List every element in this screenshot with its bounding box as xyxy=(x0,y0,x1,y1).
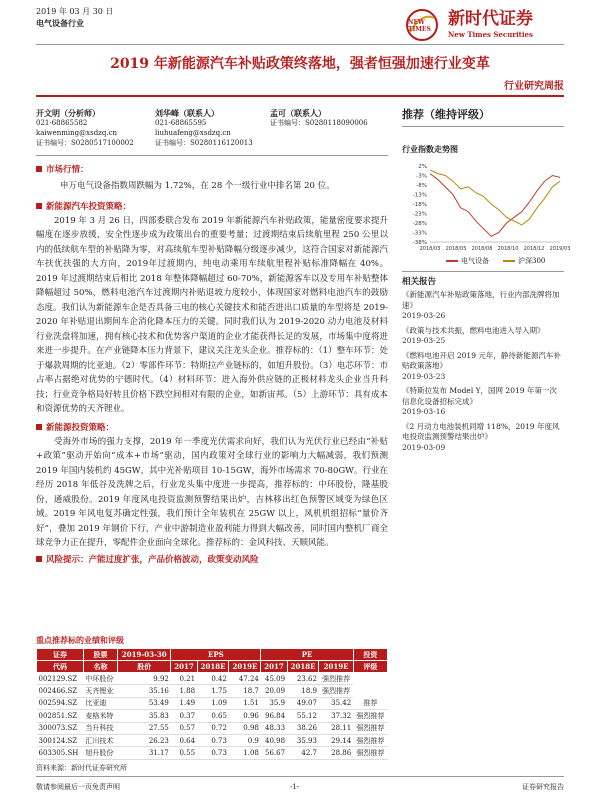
analyst-3 xyxy=(270,108,390,128)
table-cell: 0.57 xyxy=(171,722,197,734)
x-tick-label: 2018/05 xyxy=(445,246,467,252)
table-cell: 强烈推荐 xyxy=(353,747,387,759)
related-reports-title: 相关报告 xyxy=(402,277,437,287)
legend-swatch-icon xyxy=(503,260,515,262)
table-cell: 18.7 xyxy=(229,685,261,697)
footer-report-label: 证券研究报告 xyxy=(522,783,564,791)
analyst-email[interactable]: liuhuafeng@xsdzq.cn xyxy=(155,129,231,137)
table-cell: 0.42 xyxy=(197,673,229,685)
table-cell: 1.08 xyxy=(229,747,261,759)
table-cell: 麦格米特 xyxy=(83,710,117,722)
industry-label: 电气设备行业 xyxy=(36,18,84,28)
related-report-item[interactable] xyxy=(402,326,564,347)
table-cell: 天齐锂业 xyxy=(83,685,117,697)
table-cell: 0.55 xyxy=(171,747,197,759)
table-cell: 旭升股份 xyxy=(83,747,117,759)
table-row xyxy=(37,697,388,709)
table-cell: 96.84 xyxy=(261,710,287,722)
table-source: 资料来源：新时代证券研究所 xyxy=(36,763,127,772)
related-report-date: 2019-03-23 xyxy=(402,371,446,381)
main-content xyxy=(36,163,388,565)
industry-index-chart xyxy=(402,160,571,265)
analyst-phone: 021-68865595 xyxy=(155,119,207,127)
report-date: 2019 年 03 月 30 日 xyxy=(36,7,114,16)
table-row xyxy=(37,722,388,734)
table-cell: 强烈推荐 xyxy=(319,673,353,685)
related-report-date: 2019-03-16 xyxy=(402,407,446,416)
analyst-2 xyxy=(155,108,265,148)
x-tick-label: 2018/10 xyxy=(497,246,519,252)
table-cell: 0.73 xyxy=(197,747,229,759)
table-cell: 31.17 xyxy=(118,747,171,759)
analyst-cert: 证书编号：S0280517100002 xyxy=(36,139,134,147)
chart-title: 行业指数走势图 xyxy=(402,144,458,154)
table-cell: 002851.SZ xyxy=(37,710,84,722)
table-cell: 300124.SZ xyxy=(37,734,84,746)
table-cell: 18.9 xyxy=(287,685,319,697)
table-cell: 26.23 xyxy=(118,734,171,746)
col-header: EPS xyxy=(171,649,261,661)
page-title: 2019 年新能源汽车补贴政策终落地，强者恒强加速行业变革 xyxy=(110,56,490,72)
legend-label: 电气设备 xyxy=(461,257,489,265)
table-cell: 37.32 xyxy=(319,710,353,722)
y-tick-label: -28% xyxy=(412,221,427,227)
logo-text-2: TIMES xyxy=(408,26,431,33)
table-cell: 56.67 xyxy=(261,747,287,759)
table-cell: 0.9 xyxy=(229,734,261,746)
bullet-icon xyxy=(36,166,42,172)
analyst-1 xyxy=(36,108,146,148)
table-cell: 002594.SZ xyxy=(37,697,84,709)
table-row xyxy=(37,685,388,697)
table-cell: 40.98 xyxy=(261,734,287,746)
related-report-item[interactable] xyxy=(402,290,564,322)
table-cell: 汇川技术 xyxy=(83,734,117,746)
section-ne-heading: 新能源投资策略： xyxy=(36,421,388,433)
table-cell: 35.16 xyxy=(118,685,171,697)
y-tick-label: -23% xyxy=(412,211,427,218)
table-cell: 强烈推荐 xyxy=(319,685,353,697)
col-subheader: 2019E xyxy=(319,661,353,673)
related-report-title[interactable]: 《特斯拉发布 Model Y，国网 2019 年第一次信息化设备招标完成》 xyxy=(402,386,557,406)
stock-table xyxy=(36,648,388,760)
footer-page-number: -1- xyxy=(290,783,300,791)
table-row xyxy=(37,673,388,685)
col-subheader: 2017 xyxy=(261,661,287,673)
table-cell: 35.83 xyxy=(118,710,171,722)
table-cell: 0.72 xyxy=(197,722,229,734)
section-ev-heading: 新能源汽车投资策略： xyxy=(36,200,388,212)
table-title: 重点推荐标的业绩和评级 xyxy=(36,635,124,645)
table-cell: 27.55 xyxy=(118,722,171,734)
table-cell: 28.86 xyxy=(319,747,353,759)
analyst-name: 孟可（联系人） xyxy=(270,108,326,118)
table-cell: 比亚迪 xyxy=(83,697,117,709)
chart-legend xyxy=(446,256,545,266)
rating: 推荐（维持评级） xyxy=(402,108,490,121)
table-cell: 9.92 xyxy=(118,673,171,685)
col-header: 投资 xyxy=(353,649,387,661)
analyst-cert: 证书编号：S0280116120013 xyxy=(155,139,253,147)
x-tick-label: 2018/12 xyxy=(523,246,545,252)
col-subheader: 2017 xyxy=(171,661,197,673)
series-line-沪深300 xyxy=(430,170,560,225)
related-reports-list xyxy=(402,290,564,457)
related-report-title[interactable]: 《2 月动力电池装机同增 118%，2019 年度风电投资监测预警结果出炉》 xyxy=(402,421,560,441)
y-tick-label: -18% xyxy=(412,202,427,208)
report-type: 行业研究周报 xyxy=(504,81,564,92)
logo-text-1: NEW xyxy=(408,19,425,26)
table-cell: 35.42 xyxy=(319,697,353,709)
table-cell: 35.9 xyxy=(261,697,287,709)
bullet-icon xyxy=(36,203,42,209)
x-tick-label: 2018/08 xyxy=(471,246,493,252)
table-cell: 0.21 xyxy=(171,673,197,685)
analyst-email[interactable]: kaiwenming@xsdzq.cn xyxy=(36,129,118,137)
table-cell: 强烈推荐 xyxy=(353,710,387,722)
analyst-name: 开文明（分析师） xyxy=(36,108,100,118)
company-logo xyxy=(402,8,442,42)
chart-svg xyxy=(402,160,571,260)
col-subheader: 股价 xyxy=(118,661,171,673)
table-row xyxy=(37,747,388,759)
table-cell: 强烈推荐 xyxy=(353,722,387,734)
table-cell: 20.09 xyxy=(261,685,287,697)
section-risk-heading: 风险提示：产能过度扩张，产品价格波动，政策变动风险 xyxy=(36,553,388,565)
table-cell: 0.73 xyxy=(197,734,229,746)
table-cell: 1.51 xyxy=(229,697,261,709)
table-cell: 当升科技 xyxy=(83,722,117,734)
table-cell: 603305.SH xyxy=(37,747,84,759)
related-report-date: 2019-03-09 xyxy=(402,442,446,452)
x-tick-label: 2018/03 xyxy=(419,246,441,252)
section-market-heading: 市场行情： xyxy=(36,163,388,175)
related-report-title[interactable]: 《新能源汽车补贴政策落地，行业内部洗牌将加速》 xyxy=(402,290,560,310)
related-report-item[interactable] xyxy=(402,386,564,418)
section-ev-text: 2019 年 3 月 26 日，四部委联合发布 2019 年新能源汽车补贴政策，能量密度要求提升幅度在逐步放缓，安全性逐步成为政策出台的重要考量；过渡期结束后续航里程 250 公里以内的低续航车型的补贴降为零，对高续航车型补贴降幅分级逐步减少，这符合国家对新能源汽车扶优扶强的大方向，2019年过渡期内，纯电动乘用车续航里程补贴标准降幅在 40%。2019 年过渡期结束后相比 2018 年整体降幅超过 60-70%，新能源客车以及专用车补贴整体降幅超过 50%，燃料电池汽车过渡期内补贴退坡力度较小，体现国家对燃料电池汽车的鼓励态度。我们认为新能源车企是否具备三电的核心关键技术和能否进出口质量的车型将是 2019-2020 年补贴退出期间车企消化降本压力的关键。同时我们认为 2019-2020 动力电池及材料行业洗盘将加速，拥有核心技术和优势客户渠道的企业才能获得长足的发展，市场集中度将进来进一步提升。在产业链降本压力背景下，建议关注龙头企业。推荐标的：（1）整车环节：处于爆款周期的比亚迪。（2）零部件环节：特斯拉产业链标的，如旭升股份。（3）电芯环节：市占率占据绝对优势的宁德时代。（4）材料环节：进入海外供应链的正极材料龙头企业当升科技；行业竞争格局好转且价格下跌空间相对有限的企业，如新宙邦。（5）上游环节：具有成本和资源优势的天齐锂业。 xyxy=(36,215,388,414)
col-subheader: 评级 xyxy=(353,661,387,673)
section-ne-text: 受海外市场的强力支撑，2019 年一季度光伏需求向好，我们认为光伏行业已经由“补贴+政策”驱动开始向“成本+市场”驱动，国内政策对全球行业的影响力大幅减弱，我们预测 2019 年国内装机约 45GW，其中光补贴项目 10-15GW，海外市场需求 70-80GW。行业在经历 2018 年低谷及洗牌之后，行业龙头集中度进一步提高，推荐标的：中环股份，隆基股份，通威股份。2019 年度风电投资监测预警结果出炉，吉林移出红色预警区域变为绿色区域。2019 年风电复苏确定性强，我们预计全年装机在 25GW 以上，风机机组招标“量价齐好”，叠加 2019 年钢价下行，产业中游制造业盈利能力得到大幅改善，同时国内整机厂商全球竞争力正在提升，零配件企业面向全球化。推荐标的：金风科技、天顺风能。 xyxy=(36,436,388,548)
table-cell: 1.09 xyxy=(197,697,229,709)
x-tick-label: 2019/03 xyxy=(549,246,571,252)
col-header: 股票 xyxy=(83,649,117,661)
related-report-title[interactable]: 《政策与技术共振，燃料电池进入导入期》 xyxy=(402,325,545,335)
y-tick-label: -38% xyxy=(412,240,427,246)
table-cell: 42.7 xyxy=(287,747,319,759)
stock-table-wrap xyxy=(36,648,388,773)
analyst-phone: 021-68865582 xyxy=(36,119,88,127)
table-cell: 1.75 xyxy=(197,685,229,697)
col-subheader: 2018E xyxy=(197,661,229,673)
related-report-item[interactable] xyxy=(402,351,564,383)
table-cell: 29.14 xyxy=(319,734,353,746)
legend-swatch-icon xyxy=(446,260,458,262)
y-tick-label: -8% xyxy=(416,183,427,189)
table-cell: 推荐 xyxy=(353,697,387,709)
analyst-cert: 证书编号：S0280118090006 xyxy=(270,119,368,127)
table-cell: 002129.SZ xyxy=(37,673,84,685)
table-cell: 45.09 xyxy=(261,673,287,685)
table-cell: 1.88 xyxy=(171,685,197,697)
col-header: 2019-03-30 xyxy=(118,649,171,661)
brand-name-cn: 新时代证券 xyxy=(448,9,533,29)
brand-name-en: New Times Securities xyxy=(448,30,533,39)
table-cell: 49.07 xyxy=(287,697,319,709)
legend-label: 沪深300 xyxy=(518,257,546,265)
table-cell: 35.93 xyxy=(287,734,319,746)
table-cell: 0.98 xyxy=(229,722,261,734)
table-cell: 53.49 xyxy=(118,697,171,709)
table-cell: 1.49 xyxy=(171,697,197,709)
table-cell: 强烈推荐 xyxy=(353,734,387,746)
col-subheader: 名称 xyxy=(83,661,117,673)
y-tick-label: -13% xyxy=(412,192,427,199)
col-subheader: 2018E xyxy=(287,661,319,673)
related-report-title[interactable]: 《燃料电池开启 2019 元年，静待新能源汽车补贴政策落地》 xyxy=(402,350,561,370)
table-cell: 47.24 xyxy=(229,673,261,685)
table-cell: 28.11 xyxy=(319,722,353,734)
bullet-icon xyxy=(36,556,42,562)
table-cell: 0.64 xyxy=(171,734,197,746)
col-header: 证券 xyxy=(37,649,84,661)
col-header: PE xyxy=(261,649,353,661)
table-row xyxy=(37,710,388,722)
analyst-name: 刘华峰（联系人） xyxy=(155,108,219,118)
y-tick-label: -33% xyxy=(412,230,427,237)
table-cell: 55.12 xyxy=(287,710,319,722)
col-subheader: 代码 xyxy=(37,661,84,673)
related-report-date: 2019-03-26 xyxy=(402,311,446,320)
series-line-电气设备 xyxy=(430,174,560,237)
table-cell: 0.65 xyxy=(197,710,229,722)
table-cell: 0.96 xyxy=(229,710,261,722)
related-report-item[interactable] xyxy=(402,422,564,454)
table-cell: 中环股份 xyxy=(83,673,117,685)
y-tick-label: 2% xyxy=(418,164,427,170)
col-subheader: 2019E xyxy=(229,661,261,673)
table-cell: 38.26 xyxy=(287,722,319,734)
related-report-date: 2019-03-25 xyxy=(402,336,446,345)
bullet-icon xyxy=(36,424,42,430)
table-cell: 23.62 xyxy=(287,673,319,685)
table-cell: 0.37 xyxy=(171,710,197,722)
table-cell: 002466.SZ xyxy=(37,685,84,697)
y-tick-label: -3% xyxy=(416,173,427,180)
table-row xyxy=(37,734,388,746)
table-cell: 48.33 xyxy=(261,722,287,734)
section-market-text: 申万电气设备指数周跌幅为 1.72%，在 28 个一级行业中排名第 20 位。 xyxy=(60,181,335,191)
table-cell: 300073.SZ xyxy=(37,722,84,734)
footer-disclaimer[interactable]: 敬请参阅最后一页免责声明 xyxy=(36,783,120,791)
